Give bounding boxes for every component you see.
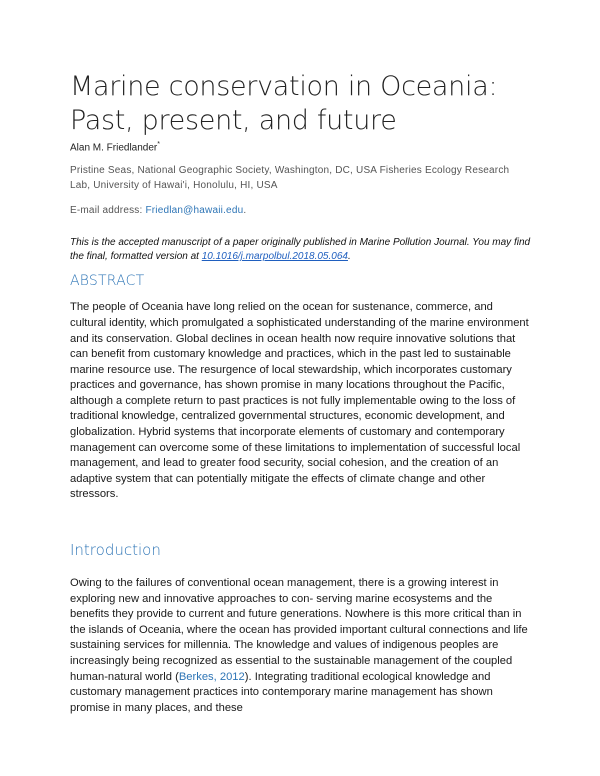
abstract-heading: ABSTRACT xyxy=(70,273,145,290)
abstract-text: The people of Oceania have long relied on the ocean for sustenance, commerce, and cultural identity, which promulgated a sophisticated understanding of the marine environment and its conservation. Global declines in ocean health now require innovative solutions that can benefit from customary knowledge and practices, which in the past led to sustainable marine resource use. The resurgence of local stewardship, which incorporates customary practices and governance, has shown promise in many locations throughout the Pacific, although a complete return to past practices is not fully implementable owing to the loss of traditional knowledge, centralized governmental structures, economic development, and globalization. Hybrid systems that incorporate elements of customary and contemporary management can overcome some of these limitations to implementation of successful local management, and lead to greater food security, social cohesion, and the creation of an adaptive system that can potentially mitigate the effects of climate change and other stressors. xyxy=(70,301,529,501)
citation-link[interactable]: Berkes, 2012 xyxy=(178,670,245,683)
introduction-text: Owing to the failures of conventional ocean management, there is a growing interest in exploring new and innovative approaches to con- serving marine ecosystems and the benefits they provide to current and future generations. Nowhere is this more critical than in the islands of Oceania, where the ocean has provided important cultural connections and life sustaining services for millennia. The knowledge and values of indigenous peoples are increasingly being recognized as essential to the sustainable management of the coupled human-natural world (Berkes, 2012). Integrating traditional ecological knowledge and customary management practices into contemporary marine management has shown promise in many places, and these xyxy=(70,577,528,714)
email-link[interactable]: Friedlan@hawaii.edu xyxy=(145,205,244,217)
manuscript-note: This is the accepted manuscript of a paper originally published in Marine Pollution Journal. You may find the final, formatted version at 10.1016/j.marpolbul.2018.05.064. xyxy=(70,237,531,263)
author-line xyxy=(70,141,532,153)
author-marker: * xyxy=(157,141,160,148)
paper-title: Marine conservation in Oceania: Past, present, and future xyxy=(70,71,498,136)
manuscript-note-text: This is the accepted manuscript of a paper originally published in Marine Pollution Journal. You may find the final, formatted version at xyxy=(70,237,531,263)
introduction-heading: Introduction xyxy=(70,541,161,560)
email-label: E-mail address: xyxy=(70,205,143,217)
doi-link[interactable]: 10.1016/j.marpolbul.2018.05.064 xyxy=(201,251,348,263)
paper-page xyxy=(70,70,532,716)
affiliation: Pristine Seas, National Geographic Society, Washington, DC, USA Fisheries Ecology Research Lab, University of Hawai'i, Honolulu, HI, USA xyxy=(70,165,510,192)
email-line: E-mail address: Friedlan@hawaii.edu. xyxy=(70,205,247,217)
author-name: Alan M. Friedlander xyxy=(70,142,158,154)
